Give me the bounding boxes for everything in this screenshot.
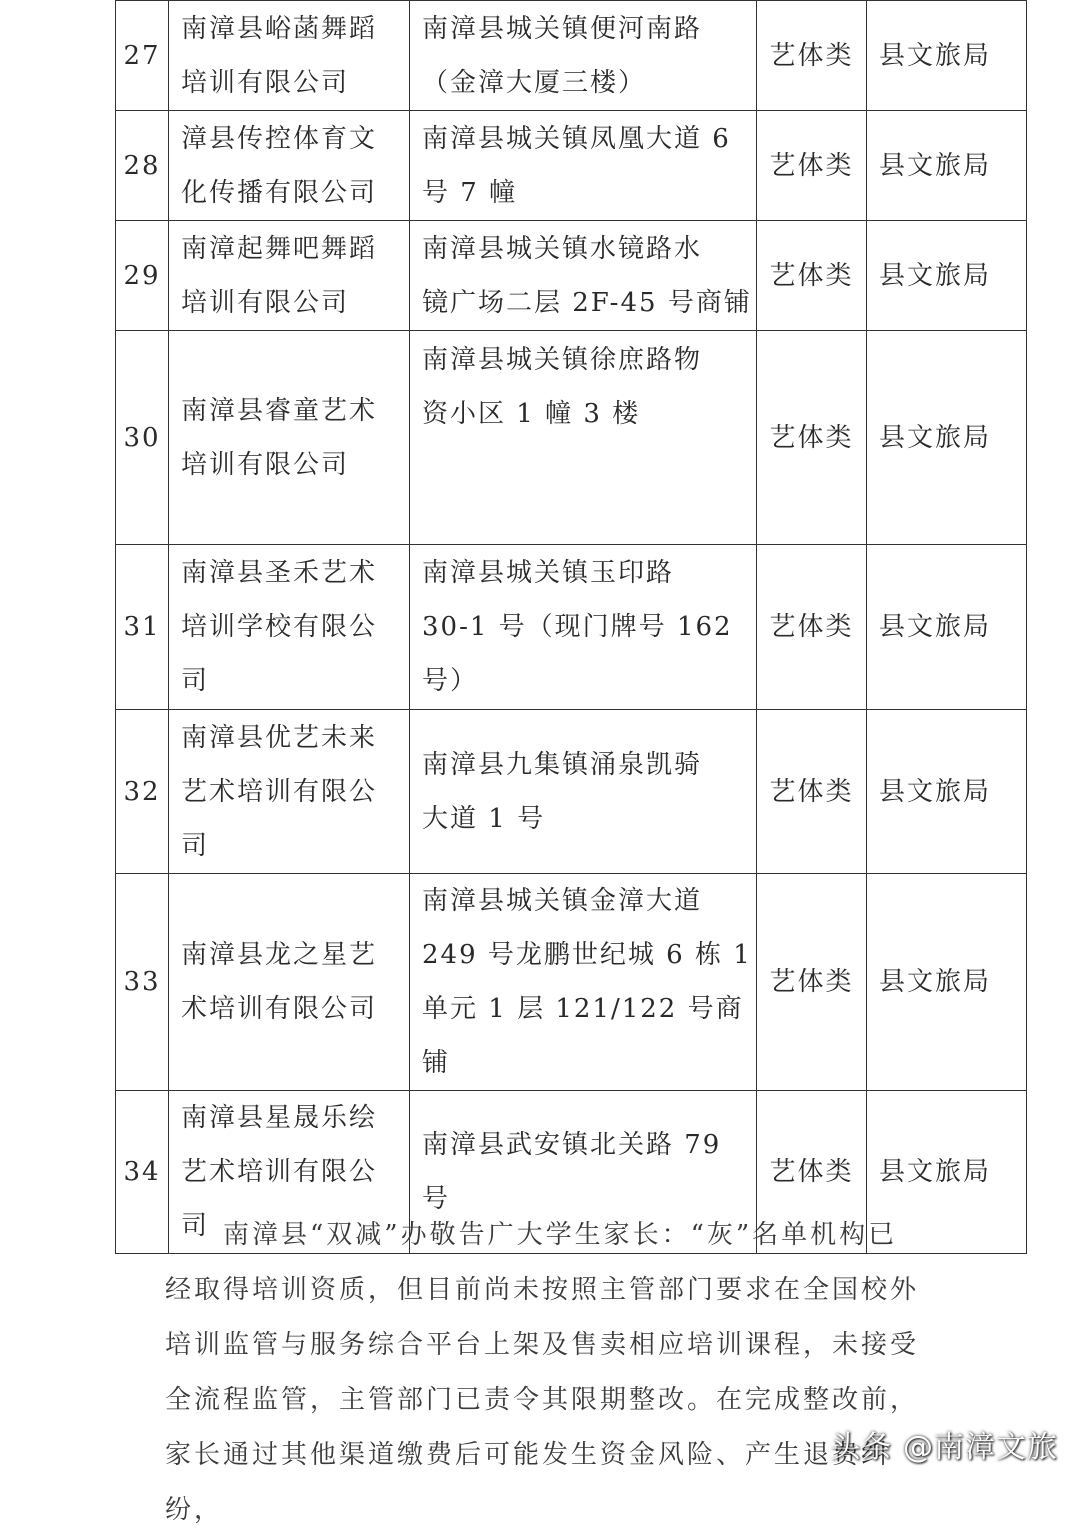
row-number: 33 (116, 874, 169, 1091)
table-row (116, 221, 1027, 331)
institution-address (410, 1, 757, 111)
supervising-dept: 县文旅局 (867, 1, 1027, 111)
institution-name-text: 南漳县峪菡舞蹈 培训有限公司 (181, 13, 378, 98)
table-row (116, 331, 1027, 545)
table-row (116, 1, 1027, 111)
supervising-dept: 县文旅局 (867, 221, 1027, 331)
institution-address (410, 331, 757, 545)
institution-name (169, 331, 410, 545)
institution-name (169, 1, 410, 111)
institution-address-text: 南漳县九集镇涌泉凯骑 大道 1 号 (422, 749, 703, 834)
institution-name (169, 221, 410, 331)
institution-type: 艺体类 (757, 1091, 867, 1254)
institution-name (169, 111, 410, 221)
institution-name (169, 545, 410, 710)
row-number: 31 (116, 545, 169, 710)
institution-address-text: 南漳县城关镇凤凰大道 6 号 7 幢 (422, 123, 731, 208)
row-number: 28 (116, 111, 169, 221)
institution-name (169, 874, 410, 1091)
institution-type: 艺体类 (757, 1, 867, 111)
institution-type: 艺体类 (757, 111, 867, 221)
row-number: 27 (116, 1, 169, 111)
supervising-dept: 县文旅局 (867, 710, 1027, 874)
institution-address-text: 南漳县城关镇金漳大道 249 号龙鹏世纪城 6 栋 1 单元 1 层 121/122 号商铺 (422, 886, 752, 1078)
institution-address-text: 南漳县城关镇徐庶路物 资小区 1 幢 3 楼 (422, 345, 703, 429)
institution-address (410, 111, 757, 221)
institution-address-text: 南漳县武安镇北关路 79 号 (422, 1130, 722, 1214)
institution-address-text: 南漳县城关镇水镜路水 镜广场二层 2F-45 号商铺 (422, 233, 752, 318)
row-number: 29 (116, 221, 169, 331)
institution-address (410, 874, 757, 1091)
institution-type: 艺体类 (757, 874, 867, 1091)
institution-type: 艺体类 (757, 331, 867, 545)
institution-name-text: 南漳县星晟乐绘 艺术培训有限公 司 (181, 1103, 378, 1241)
institution-address-text: 南漳县城关镇便河南路 （金漳大厦三楼） (422, 13, 703, 98)
institution-address (410, 221, 757, 331)
notice-paragraph: 南漳县“双减”办敬告广大学生家长：“灰”名单机构已经取得培训资质，但目前尚未按照主管部门要求在全国校外培训监管与服务综合平台上架及售卖相应培训课程，未接受全流程监管，主管部门已责令其限期整改。在完成整改前，家长通过其他渠道缴费后可能发生资金风险、产生退费纠纷， (165, 1220, 920, 1525)
institution-name-text: 南漳县圣禾艺术 培训学校有限公 司 (181, 558, 378, 696)
institution-address (410, 545, 757, 710)
supervising-dept: 县文旅局 (867, 111, 1027, 221)
institution-address (410, 710, 757, 874)
institution-name-text: 南漳起舞吧舞蹈 培训有限公司 (181, 233, 378, 318)
table-row (116, 111, 1027, 221)
institution-name-text: 漳县传控体育文 化传播有限公司 (181, 123, 378, 208)
table-row (116, 874, 1027, 1091)
institution-table (115, 0, 1027, 1254)
institution-name-text: 南漳县龙之星艺 术培训有限公司 (181, 940, 378, 1024)
table-row (116, 710, 1027, 874)
row-number: 34 (116, 1091, 169, 1254)
institution-name-text: 南漳县睿童艺术 培训有限公司 (181, 395, 378, 480)
supervising-dept: 县文旅局 (867, 331, 1027, 545)
institution-name (169, 710, 410, 874)
supervising-dept: 县文旅局 (867, 874, 1027, 1091)
row-number: 32 (116, 710, 169, 874)
institution-type: 艺体类 (757, 710, 867, 874)
supervising-dept: 县文旅局 (867, 1091, 1027, 1254)
institution-type: 艺体类 (757, 545, 867, 710)
supervising-dept: 县文旅局 (867, 545, 1027, 710)
institution-name-text: 南漳县优艺未来 艺术培训有限公 司 (181, 722, 378, 861)
row-number: 30 (116, 331, 169, 545)
institution-type: 艺体类 (757, 221, 867, 331)
institution-address-text: 南漳县城关镇玉印路 30-1 号（现门牌号 162 号） (422, 558, 733, 696)
table-row (116, 545, 1027, 710)
source-watermark: 头条 @南漳文旅 (830, 1430, 1058, 1465)
